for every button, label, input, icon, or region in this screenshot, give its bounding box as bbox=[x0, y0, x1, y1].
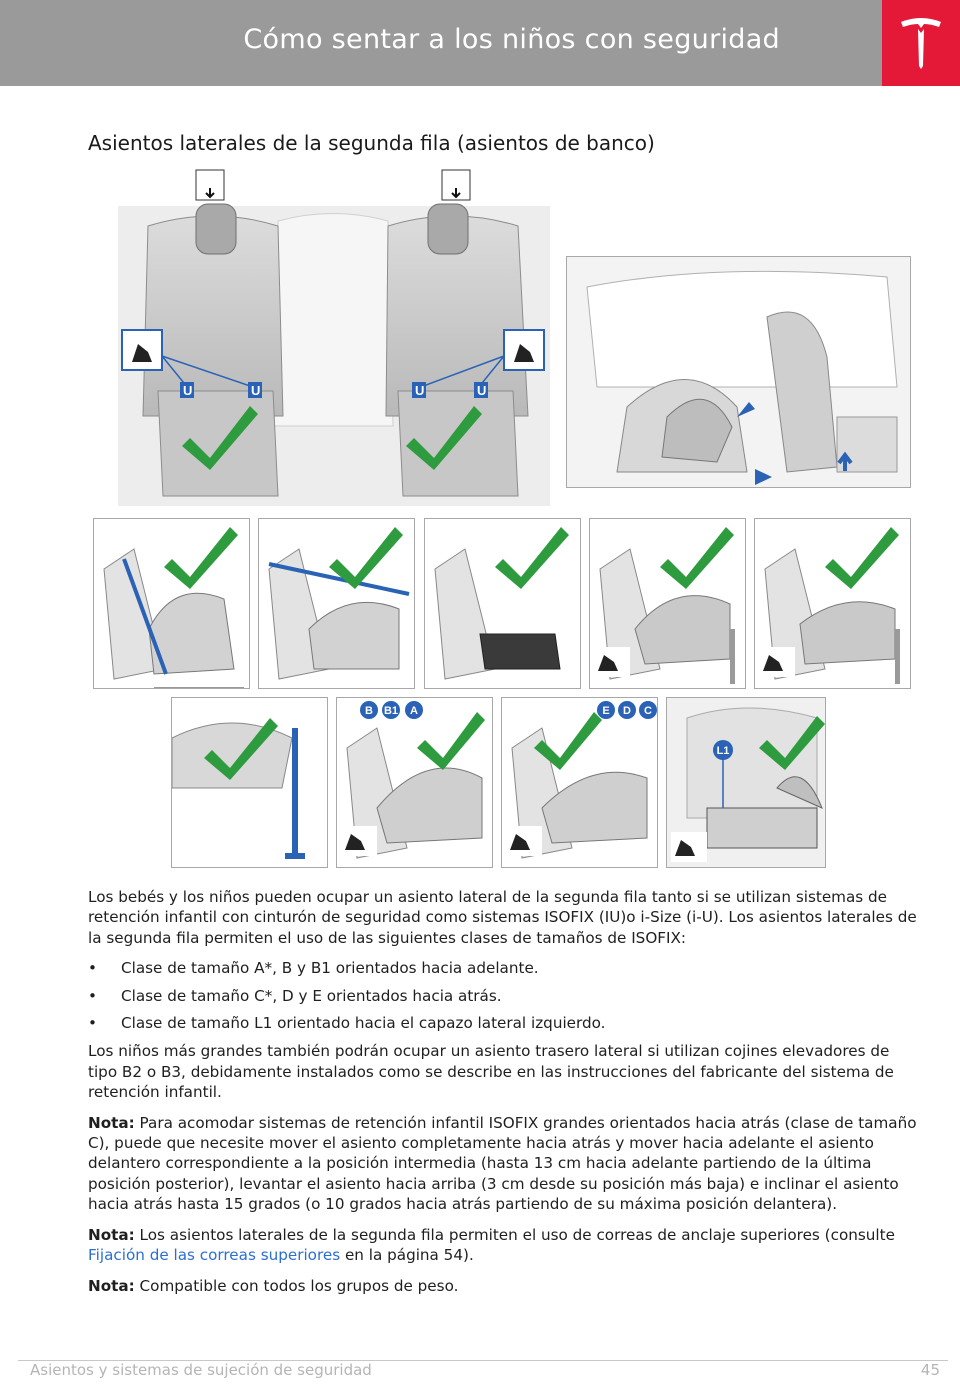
booster-paragraph: Los niños más grandes también podrán ocupar un asiento trasero lateral si utilizan cojines elevadores de tipo B2 o B3, debidamente instalados como se describe en las instrucciones del fabricante del sistema de retención infantil. bbox=[88, 1042, 894, 1102]
note-weight-groups: Nota: Compatible con todos los grupos de peso. bbox=[88, 1276, 459, 1295]
section-title: Asientos laterales de la segunda fila (asientos de banco) bbox=[88, 131, 655, 155]
anchor-label: U bbox=[477, 383, 487, 398]
belted-forward-seat-figure bbox=[93, 518, 250, 689]
size-label: D bbox=[623, 705, 631, 717]
anchor-label: U bbox=[251, 383, 261, 398]
size-class-list bbox=[88, 958, 923, 1033]
size-class-rearward-figure bbox=[501, 697, 658, 868]
list-item: • Clase de tamaño C*, D y E orientados hacia atrás. bbox=[88, 986, 502, 1005]
top-tether-link[interactable]: Fijación de las correas superiores bbox=[88, 1246, 341, 1265]
size-label: B bbox=[365, 705, 373, 717]
belted-rearward-seat-figure bbox=[258, 518, 415, 689]
list-item: • Clase de tamaño L1 orientado hacia el capazo lateral izquierdo. bbox=[88, 1014, 606, 1033]
size-class-forward-figure bbox=[336, 697, 493, 868]
anchor-label: U bbox=[415, 383, 425, 398]
header-title: Cómo sentar a los niños con seguridad bbox=[243, 24, 780, 55]
booster-cushion-figure bbox=[424, 518, 581, 689]
note-seat-adjust: Nota: Para acomodar sistemas de retención infantil ISOFIX grandes orientados hacia atrás (clase de tamaño C), puede que necesite mover el asiento completamente hacia atrás y mover hacia adelante el asiento delantero correspondiente a la posición intermedia (hasta 13 cm hacia adelante partiendo de la última posición posterior), levantar el asiento hacia arriba (3 cm desde su posición más baja) e inclinar el asiento hacia atrás hasta 15 grados (o 10 grados hacia atrás partiendo de su máxima posición delantera). bbox=[88, 1113, 917, 1214]
carrycot-figure bbox=[666, 697, 826, 868]
size-label: B1 bbox=[383, 705, 399, 717]
anchor-label: U bbox=[183, 383, 193, 398]
list-item: • Clase de tamaño A*, B y B1 orientados hacia adelante. bbox=[88, 959, 539, 978]
side-interior-figure bbox=[566, 256, 911, 488]
note-top-tether: Nota: Los asientos laterales de la segunda fila permiten el uso de correas de anclaje superiores (consulte Fijación de las correas superiores en la página 54). bbox=[88, 1225, 895, 1265]
size-label: E bbox=[602, 705, 610, 717]
rear-bench-figure bbox=[118, 166, 550, 506]
page-number: 45 bbox=[920, 1361, 940, 1379]
tesla-logo-icon bbox=[897, 16, 945, 70]
isofix-forward-seat-figure bbox=[589, 518, 746, 689]
brand-logo-box bbox=[882, 0, 960, 86]
footer-section-name: Asientos y sistemas de sujeción de seguridad bbox=[30, 1361, 372, 1379]
support-leg-figure bbox=[171, 697, 328, 868]
body-text bbox=[88, 887, 923, 1306]
isofix-rearward-seat-figure bbox=[754, 518, 911, 689]
size-label: L1 bbox=[716, 745, 730, 757]
size-label: A bbox=[410, 705, 418, 717]
intro-paragraph: Los bebés y los niños pueden ocupar un asiento lateral de la segunda fila tanto si se utilizan sistemas de retención infantil con cinturón de seguridad como sistemas ISOFIX (IU)o i-Size (i-U). Los asientos laterales de la segunda fila permiten el uso de las siguientes clases de tamaños de ISOFIX: bbox=[88, 888, 917, 947]
size-label: C bbox=[644, 705, 652, 717]
header-bar bbox=[0, 0, 882, 86]
